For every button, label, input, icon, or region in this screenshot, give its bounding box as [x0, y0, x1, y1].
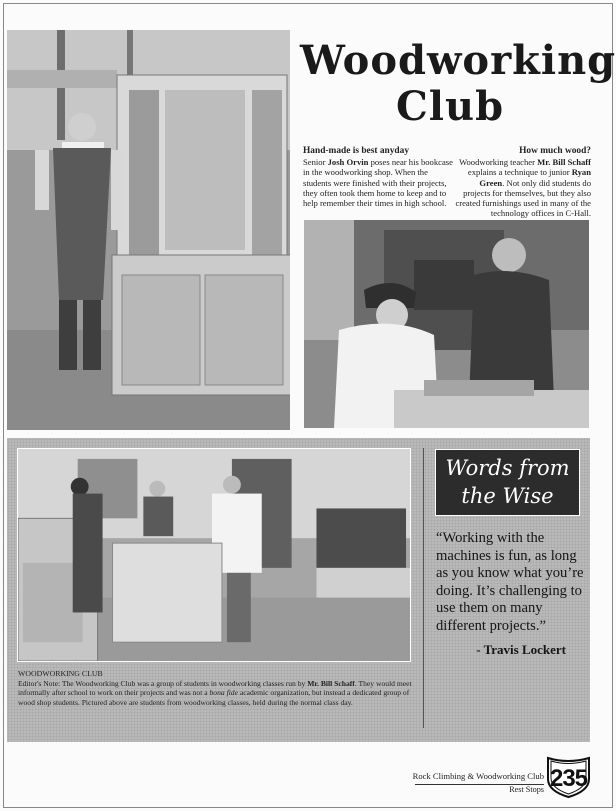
caption-text: . Not only did students do projects for themselves, but they also created furnishings used in many of the technology offices in C-Hall.	[455, 177, 591, 219]
title-line-1: Woodworking	[300, 37, 616, 84]
caption-text: explains a technique to junior	[467, 167, 572, 178]
caption-text: poses near his bookcase in the woodworking shop. When the students were finished with their projects, they often took them home to keep and to help remember their times in high school.	[303, 157, 453, 209]
caption-lesson	[455, 146, 591, 218]
club-caption-text: Editor's Note: The Woodworking Club was a group of students in woodworking classes run by	[18, 678, 308, 688]
club-caption-text: . They would meet informally after school to work on their projects and was not a	[18, 678, 412, 698]
teacher-name: Mr. Bill Schaff	[537, 157, 591, 168]
page-title	[300, 37, 616, 130]
bookcase-photo	[7, 30, 290, 430]
wise-heading-line-2: the Wise	[461, 484, 554, 508]
title-line-2: Club	[395, 83, 505, 130]
student-name: Ryan Green	[479, 167, 591, 188]
student-quote: “Working with the machines is fun, as long as you know what you’re doing. It’s challenging to use them on many different projects.”	[436, 530, 584, 634]
club-caption	[18, 669, 418, 707]
teacher-name: Mr. Bill Schaff	[307, 678, 355, 688]
quote-attribution: - Travis Lockert	[476, 642, 566, 657]
page-number: 235	[549, 765, 588, 792]
caption-text: Senior	[303, 157, 328, 168]
footer-subsection: Rest Stops	[509, 785, 544, 794]
caption-text: Woodworking teacher	[459, 157, 538, 168]
shop-class-photo	[17, 448, 411, 662]
student-name: Josh Orvin	[327, 157, 369, 168]
caption-heading: Hand-made is best anyday	[303, 146, 410, 156]
club-caption-text: academic organization, but instead a dedicated group of wood shop students. Pictured above are students from woodworking classes, held during the normal class day.	[18, 688, 410, 707]
wise-heading-line-1: Words from	[445, 456, 570, 480]
club-caption-italic: bona fide	[209, 688, 238, 698]
caption-bookcase	[303, 146, 453, 208]
lesson-photo	[304, 220, 589, 428]
caption-heading: How much wood?	[519, 146, 591, 156]
club-caption-heading: WOODWORKING CLUB	[18, 669, 103, 678]
words-from-the-wise-heading	[435, 449, 580, 516]
footer-section-title: Rock Climbing & Woodworking Club	[412, 771, 544, 781]
panel-divider	[423, 448, 424, 728]
